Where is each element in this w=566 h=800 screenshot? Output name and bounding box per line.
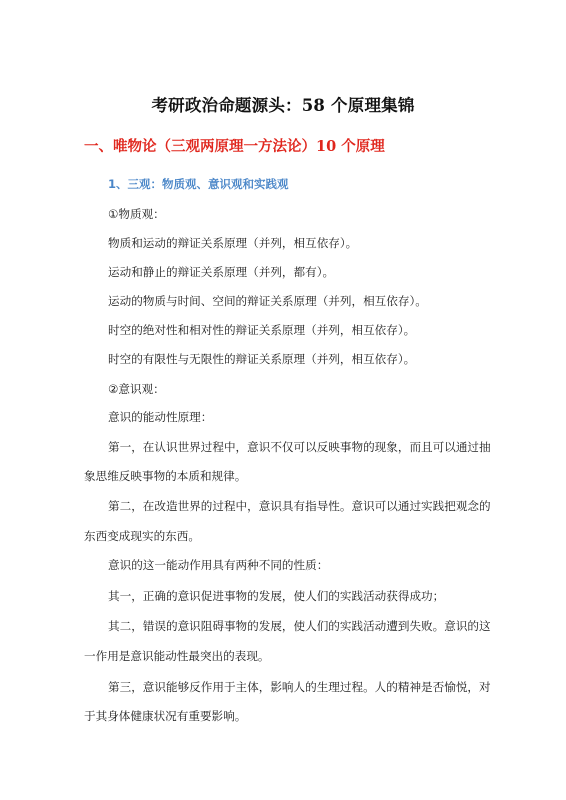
principle-line: 时空的有限性与无限性的辩证关系原理（并列，相互依存）。 — [108, 352, 416, 366]
paragraph-line: 于其身体健康状况有重要影响。 — [84, 709, 247, 723]
principle-line: 物质和运动的辩证关系原理（并列，相互依存）。 — [108, 236, 358, 250]
paragraph-line: 其一，正确的意识促进事物的发展，使人们的实践活动获得成功； — [108, 589, 445, 603]
paragraph-line: 一作用是意识能动性最突出的表现。 — [84, 649, 270, 663]
paragraph-line: 其二，错误的意识阻碍事物的发展，使人们的实践活动遭到失败。意识的这 — [108, 619, 491, 633]
page-title: 考研政治命题源头：58 个原理集锦 — [151, 96, 415, 115]
item-label-matter: ①物质观： — [108, 207, 165, 221]
principle-line: 运动的物质与时间、空间的辩证关系原理（并列，相互依存）。 — [108, 294, 427, 308]
principle-line: 时空的绝对性和相对性的辩证关系原理（并列，相互依存）。 — [108, 323, 416, 337]
paragraph-line: 意识的这一能动作用具有两种不同的性质： — [108, 558, 329, 572]
section-heading: 一、唯物论（三观两原理一方法论）10 个原理 — [84, 138, 385, 155]
principle-line: 运动和静止的辩证关系原理（并列，都有）。 — [108, 265, 335, 279]
paragraph-line: 第二，在改造世界的过程中，意识具有指导性。意识可以通过实践把观念的 — [108, 499, 491, 513]
item-label-consciousness: ②意识观： — [108, 382, 165, 396]
subsection-heading: 1、三观：物质观、意识观和实践观 — [108, 177, 289, 191]
paragraph-line: 意识的能动性原理： — [108, 410, 213, 424]
paragraph-line: 第一，在认识世界过程中，意识不仅可以反映事物的现象，而且可以通过抽 — [108, 440, 491, 454]
paragraph-line: 象思维反映事物的本质和规律。 — [84, 469, 247, 483]
paragraph-line: 东西变成现实的东西。 — [84, 529, 200, 543]
paragraph-line: 第三，意识能够反作用于主体，影响人的生理过程。人的精神是否愉悦，对 — [108, 680, 491, 694]
